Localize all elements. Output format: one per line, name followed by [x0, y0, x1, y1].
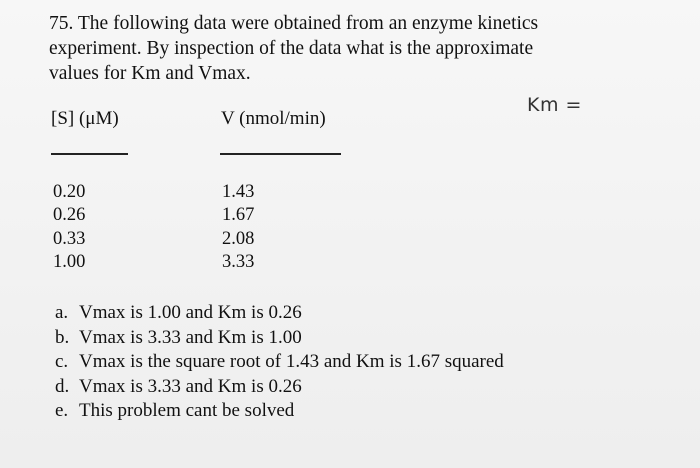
question-text — [49, 11, 679, 86]
answer-options — [55, 301, 504, 424]
velocity-column-header: V (nmol/min) — [221, 108, 326, 129]
question-line: experiment. By inspection of the data what is the approximate — [49, 38, 534, 59]
velocity-header-rule — [220, 153, 341, 155]
answer-option-c — [55, 350, 504, 375]
handwritten-km-note: Km = — [527, 94, 582, 116]
table-cell: 0.33 — [53, 228, 86, 249]
answer-option-d — [55, 375, 504, 400]
option-letter: a. — [55, 302, 69, 323]
substrate-header-rule — [51, 153, 128, 155]
option-letter: d. — [55, 375, 70, 397]
velocity-column — [222, 181, 254, 274]
option-text: Vmax is 3.33 and Km is 1.00 — [79, 326, 302, 348]
question-line: values for Km and Vmax. — [49, 63, 251, 84]
question-line: 75. The following data were obtained from an enzyme kinetics — [49, 13, 539, 34]
option-letter: e. — [55, 400, 69, 421]
table-cell: 1.00 — [53, 251, 86, 272]
table-cell: 0.20 — [53, 182, 86, 202]
answer-option-e — [55, 399, 504, 424]
table-cell: 2.08 — [222, 228, 255, 249]
table-cell: 0.26 — [53, 205, 86, 226]
answer-option-a — [55, 301, 504, 326]
substrate-column-header: [S] (μM) — [51, 108, 119, 129]
table-cell: 3.33 — [222, 251, 255, 272]
option-text: Vmax is the square root of 1.43 and Km is 1.67 squared — [79, 351, 504, 372]
option-text: Vmax is 3.33 and Km is 0.26 — [79, 375, 302, 397]
answer-option-b — [55, 326, 504, 351]
option-text: This problem cant be solved — [79, 400, 295, 421]
table-cell: 1.43 — [222, 182, 255, 202]
table-cell: 1.67 — [222, 205, 255, 226]
option-text: Vmax is 1.00 and Km is 0.26 — [79, 302, 302, 323]
substrate-column — [53, 181, 85, 274]
option-letter: b. — [55, 326, 70, 348]
option-letter: c. — [55, 351, 69, 372]
